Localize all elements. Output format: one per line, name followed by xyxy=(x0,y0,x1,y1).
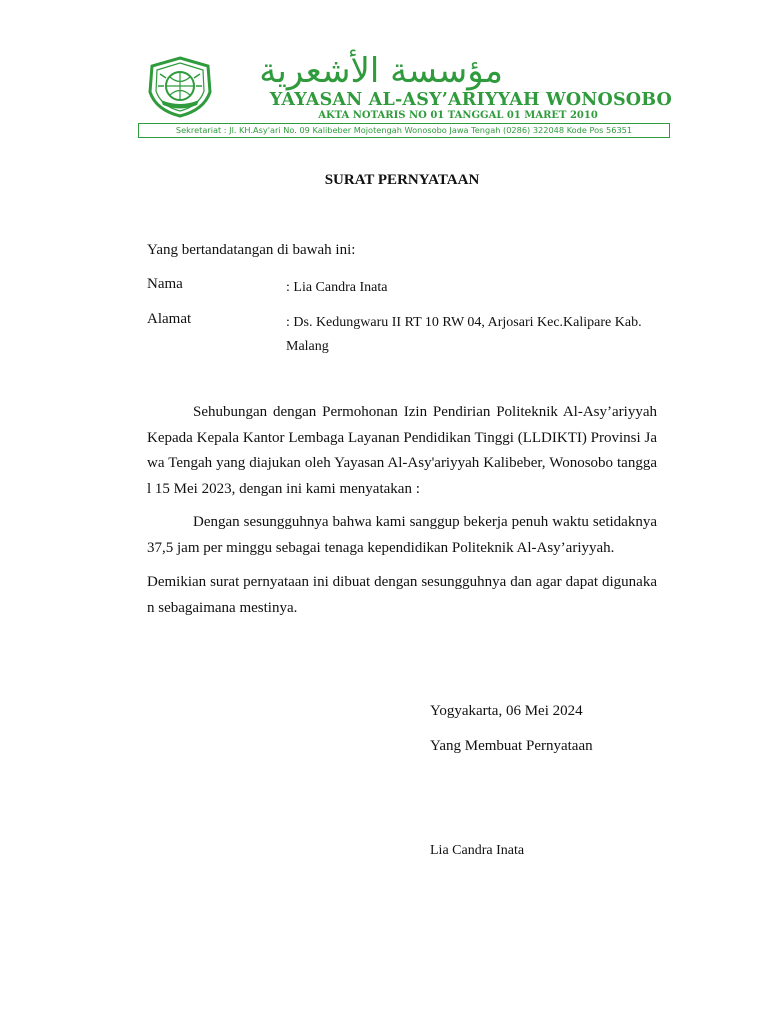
field-label: Alamat xyxy=(147,311,192,327)
secretariat-address: Sekretariat : Jl. KH.Asy'ari No. 09 Kalibeber Mojotengah Wonosobo Jawa Tengah (0286) 322048 Kode Pos 56351 xyxy=(138,123,670,138)
arabic-foundation-name: مؤسسة الأشعرية xyxy=(259,51,503,91)
field-value: : Lia Candra Inata xyxy=(286,280,388,295)
field-value: : Ds. Kedungwaru II RT 10 RW 04, Arjosari Kec.Kalipare Kab. Malang xyxy=(286,315,642,354)
signer-role: Yang Membuat Pernyataan xyxy=(430,738,593,754)
paragraph: Demikian surat pernyataan ini dibuat dengan sesungguhnya dan agar dapat digunakan sebagaimana mestinya. xyxy=(147,574,657,616)
letterhead xyxy=(138,50,672,140)
place-date: Yogyakarta, 06 Mei 2024 xyxy=(430,703,583,719)
document-title: SURAT PERNYATAAN xyxy=(324,172,480,188)
foundation-logo-icon xyxy=(146,56,214,118)
paragraph: Sehubungan dengan Permohonan Izin Pendirian Politeknik Al-Asy’ariyyah Kepada Kepala Kantor Lembaga Layanan Pendidikan Tinggi (LLDIKTI) Provinsi Jawa Tengah yang diajukan oleh Yayasan Al-Asy'ariyyah Kalibeber, Wonosobo tanggal 15 Mei 2023, dengan ini kami menyatakan : xyxy=(147,404,657,497)
organization-name: YAYASAN AL-ASY’ARIYYAH WONOSOBO xyxy=(269,90,672,110)
intro-text: Yang bertandatangan di bawah ini: xyxy=(147,242,356,258)
notary-deed: AKTA NOTARIS NO 01 TANGGAL 01 MARET 2010 xyxy=(318,110,598,121)
signer-name: Lia Candra Inata xyxy=(430,843,525,858)
field-label: Nama xyxy=(147,276,183,292)
paragraph: Dengan sesungguhnya bahwa kami sanggup bekerja penuh waktu setidaknya 37,5 jam per minggu sebagai tenaga kependidikan Politeknik Al-Asy’ariyyah. xyxy=(147,514,657,556)
